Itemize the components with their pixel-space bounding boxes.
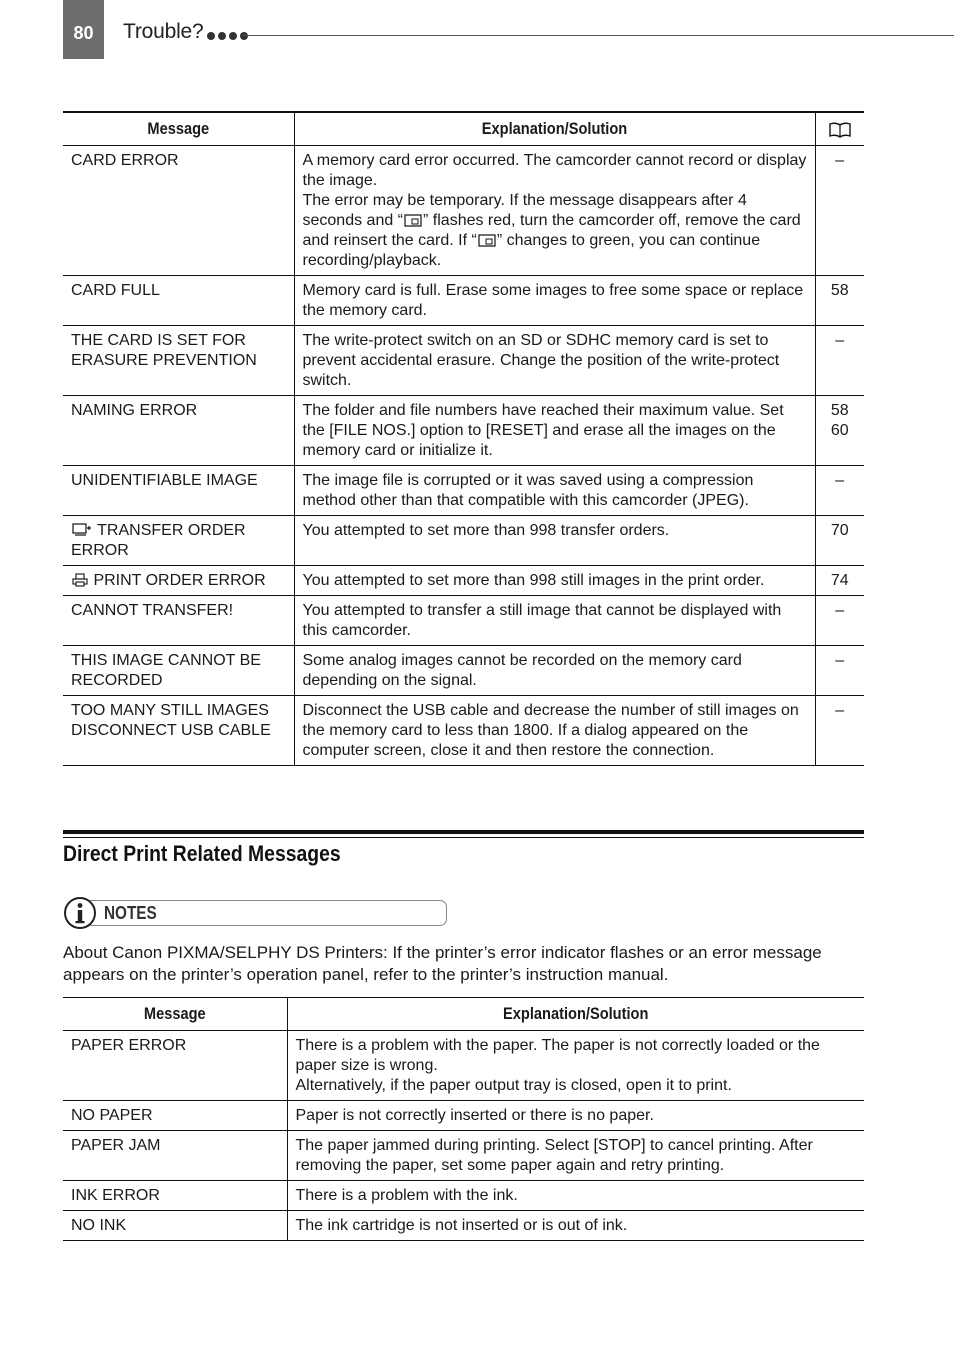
table-row (63, 596, 864, 646)
table-header-row (63, 112, 864, 146)
table-row (63, 1211, 864, 1241)
notes-label: NOTES (104, 903, 157, 923)
explanation-cell: The write-protect switch on an SD or SDHC memory card is set to prevent accidental erasure. Change the position of the write-protect switch. (294, 326, 815, 396)
reference-cell: – (815, 146, 864, 276)
direct-print-message-table (63, 997, 864, 1241)
page-number: 80 (63, 0, 104, 59)
reference-cell: 58 (815, 276, 864, 326)
notes-text: About Canon PIXMA/SELPHY DS Printers: If the printer’s error indicator flashes or an error message appears on the printer’s operation panel, refer to the printer’s instruction manual. (63, 943, 822, 984)
message-cell: PRINT ORDER ERROR (63, 566, 294, 596)
reference-cell: – (815, 596, 864, 646)
explanation-cell: Disconnect the USB cable and decrease the number of still images on the memory card to less than 1800. If a dialog appeared on the computer screen, close it and then restore the connection. (294, 696, 815, 766)
explanation-cell: Memory card is full. Erase some images to free some space or replace the memory card. (294, 276, 815, 326)
error-message-table (63, 111, 864, 766)
section-rule (63, 830, 864, 834)
header-rule (243, 35, 954, 36)
explanation-cell: There is a problem with the ink. (287, 1181, 864, 1211)
page-header-title: Trouble? (123, 20, 204, 43)
print-order-icon (72, 573, 88, 587)
table-row (63, 1031, 864, 1101)
table-row (63, 646, 864, 696)
info-icon (63, 896, 97, 930)
column-header-message: Message (79, 998, 272, 1031)
table-row (63, 516, 864, 566)
table-row (63, 466, 864, 516)
message-cell: NO INK (63, 1211, 287, 1241)
table-row (63, 566, 864, 596)
table-row (63, 326, 864, 396)
notes-box (63, 898, 445, 928)
message-cell: NO PAPER (63, 1101, 287, 1131)
message-cell: TOO MANY STILL IMAGES DISCONNECT USB CABLE (63, 696, 294, 766)
table-row (63, 146, 864, 276)
transfer-order-icon (72, 523, 92, 537)
message-cell: TRANSFER ORDER ERROR (63, 516, 294, 566)
column-header-explanation: Explanation/Solution (327, 998, 823, 1031)
message-cell: THIS IMAGE CANNOT BE RECORDED (63, 646, 294, 696)
explanation-cell: You attempted to set more than 998 still images in the print order. (294, 566, 815, 596)
message-cell: CARD ERROR (63, 146, 294, 276)
table-row (63, 276, 864, 326)
message-cell: CARD FULL (63, 276, 294, 326)
explanation-cell: Paper is not correctly inserted or there is no paper. (287, 1101, 864, 1131)
table-header-row (63, 998, 864, 1031)
section-rule (63, 837, 864, 838)
explanation-cell: There is a problem with the paper. The paper is not correctly loaded or the paper size is wrong. Alternatively, if the paper output tray is closed, open it to print. (287, 1031, 864, 1101)
explanation-cell: The ink cartridge is not inserted or is out of ink. (287, 1211, 864, 1241)
explanation-cell: The paper jammed during printing. Select [STOP] to cancel printing. After removing the paper, set some paper again and retry printing. (287, 1131, 864, 1181)
message-cell: THE CARD IS SET FOR ERASURE PREVENTION (63, 326, 294, 396)
explanation-cell: Some analog images cannot be recorded on the memory card depending on the signal. (294, 646, 815, 696)
explanation-cell: You attempted to set more than 998 transfer orders. (294, 516, 815, 566)
reference-cell: – (815, 466, 864, 516)
reference-cell: – (815, 326, 864, 396)
message-cell: NAMING ERROR (63, 396, 294, 466)
explanation-cell: The folder and file numbers have reached their maximum value. Set the [FILE NOS.] option to [RESET] and erase all the images on the memory card or initialize it. (294, 396, 815, 466)
message-cell: INK ERROR (63, 1181, 287, 1211)
message-cell: PAPER ERROR (63, 1031, 287, 1101)
table-row (63, 1101, 864, 1131)
table-row (63, 1181, 864, 1211)
header-dots-decoration (207, 27, 251, 45)
table-row (63, 696, 864, 766)
memory-card-icon (404, 214, 422, 227)
message-cell: PAPER JAM (63, 1131, 287, 1181)
column-header-reference (815, 112, 864, 146)
column-header-explanation: Explanation/Solution (330, 112, 778, 146)
reference-cell: 74 (815, 566, 864, 596)
message-cell: CANNOT TRANSFER! (63, 596, 294, 646)
explanation-cell: The image file is corrupted or it was saved using a compression method other than that compatible with this camcorder (JPEG). (294, 466, 815, 516)
table-row (63, 396, 864, 466)
section-title: Direct Print Related Messages (63, 841, 341, 866)
reference-cell: – (815, 696, 864, 766)
table-row (63, 1131, 864, 1181)
reference-cell: 58 60 (815, 396, 864, 466)
reference-cell: 70 (815, 516, 864, 566)
explanation-cell: A memory card error occurred. The camcorder cannot record or display the image. The error may be temporary. If the message disappears after 4 seconds and “ ” flashes red, turn the camcorder off, remove the card and reinsert the card. If “ ” changes to green, you can continue recording/playback. (294, 146, 815, 276)
reference-cell: – (815, 646, 864, 696)
message-cell: UNIDENTIFIABLE IMAGE (63, 466, 294, 516)
explanation-cell: You attempted to transfer a still image that cannot be displayed with this camcorder. (294, 596, 815, 646)
book-icon (829, 122, 851, 138)
column-header-message: Message (79, 112, 278, 146)
memory-card-icon (478, 234, 496, 247)
